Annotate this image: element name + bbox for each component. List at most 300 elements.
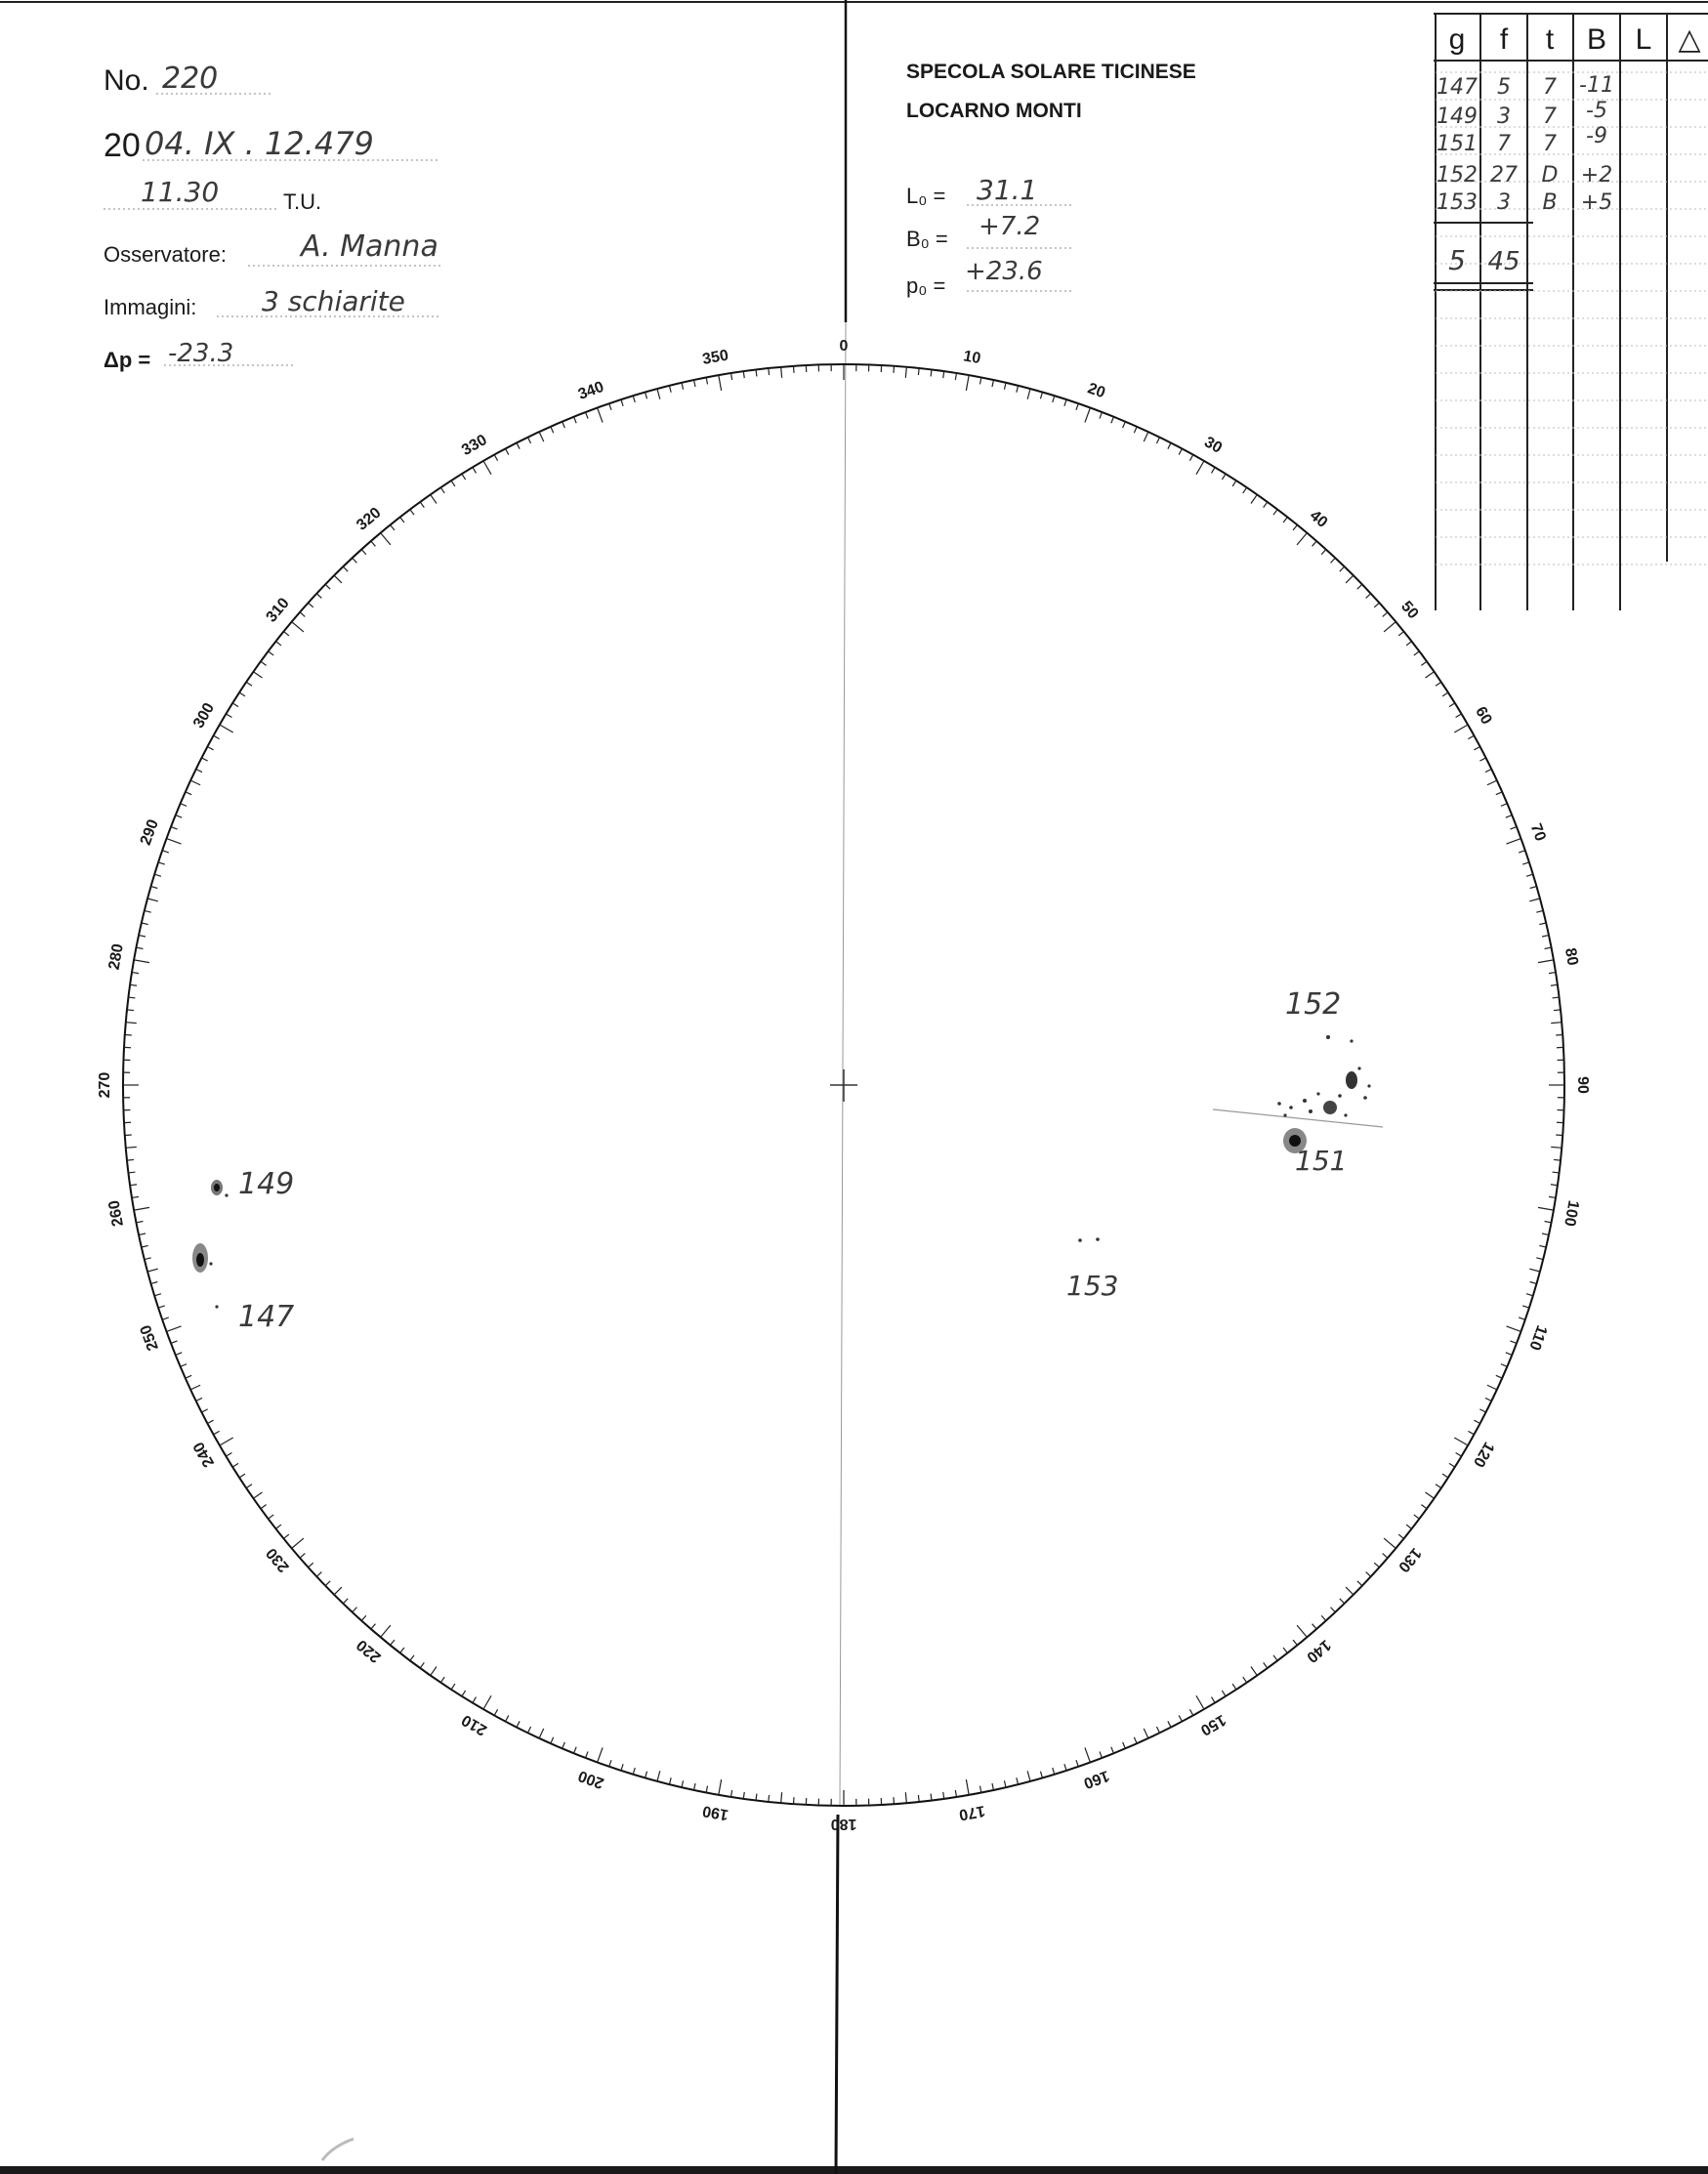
cell-t-153: B	[1542, 190, 1558, 215]
degree-tick	[145, 1258, 151, 1260]
degree-tick	[1545, 1221, 1552, 1222]
degree-tick	[1538, 1207, 1554, 1210]
degree-tick	[1398, 632, 1403, 636]
degree-tick	[1542, 936, 1549, 937]
degree-tick	[979, 378, 980, 385]
degree-tick	[253, 672, 262, 678]
degree-label-170: 170	[957, 1802, 986, 1823]
degree-tick	[1189, 1709, 1192, 1715]
degree-tick	[353, 558, 357, 563]
degree-tick	[391, 524, 395, 529]
degree-tick	[1085, 408, 1090, 423]
degree-tick	[1406, 642, 1412, 646]
degree-tick	[1456, 714, 1462, 718]
degree-tick	[1346, 575, 1354, 583]
pencil-smudge	[322, 2139, 354, 2160]
degree-tick	[214, 735, 220, 738]
degree-tick	[190, 780, 200, 785]
degree-label-120: 120	[1469, 1439, 1497, 1470]
degree-tick	[431, 494, 437, 503]
degree-tick	[1312, 541, 1317, 546]
degree-tick	[239, 1474, 245, 1478]
degree-label-280: 280	[105, 942, 127, 972]
degree-tick	[1273, 510, 1277, 516]
degree-tick	[609, 403, 611, 410]
degree-tick	[1442, 1474, 1448, 1478]
degree-tick	[669, 386, 671, 393]
degree-tick	[1004, 1780, 1006, 1787]
degree-tick	[1027, 389, 1030, 399]
degree-tick	[283, 1534, 288, 1538]
degree-tick	[196, 1398, 202, 1401]
degree-tick	[1331, 1608, 1336, 1612]
degree-tick	[226, 714, 231, 718]
degree-tick	[420, 1662, 424, 1668]
degree-tick	[1283, 1648, 1287, 1653]
degree-tick	[440, 1677, 444, 1683]
sunspot-group-153	[1078, 1237, 1100, 1242]
spot-152-d	[1289, 1106, 1293, 1109]
degree-tick	[905, 367, 906, 378]
spot-152-b	[1323, 1101, 1337, 1114]
degree-tick	[943, 371, 944, 378]
degree-tick	[1539, 1245, 1546, 1247]
degree-tick	[253, 1492, 262, 1498]
degree-tick	[1293, 524, 1297, 529]
degree-tick	[1487, 780, 1497, 785]
degree-tick	[1331, 558, 1336, 563]
degree-tick	[1156, 438, 1159, 443]
header-L: L	[1635, 23, 1652, 56]
degree-tick	[719, 375, 722, 391]
degree-tick	[1549, 1196, 1556, 1197]
south-axis-line	[836, 1815, 838, 2174]
degree-tick	[239, 692, 245, 696]
degree-tick	[162, 851, 169, 853]
p0-label: p₀ =	[906, 273, 946, 298]
degree-tick	[207, 747, 213, 750]
spot-152-o	[1283, 1113, 1286, 1116]
degree-tick	[196, 769, 202, 772]
cell-t-147: 7	[1543, 75, 1557, 100]
degree-tick	[1421, 1505, 1427, 1509]
degree-tick	[682, 1780, 684, 1787]
degree-label-300: 300	[190, 700, 219, 732]
center-meridian	[840, 322, 846, 1807]
degree-tick	[130, 984, 137, 985]
degree-tick	[1487, 1385, 1497, 1390]
spot-152-i	[1344, 1113, 1347, 1116]
degree-tick	[1529, 899, 1540, 901]
degree-label-90: 90	[1573, 1076, 1591, 1094]
degree-tick	[473, 1697, 477, 1703]
degree-tick	[527, 438, 530, 443]
spot-152-h	[1338, 1094, 1342, 1098]
degree-tick	[1414, 1515, 1420, 1519]
degree-tick	[1506, 839, 1521, 844]
degree-tick	[1554, 1159, 1561, 1160]
spot-149-umbra	[214, 1184, 220, 1192]
degree-label-40: 40	[1306, 507, 1331, 531]
degree-tick	[316, 594, 321, 599]
degree-tick	[1551, 1023, 1562, 1024]
degree-tick	[1542, 1233, 1549, 1234]
spot-149-b	[225, 1193, 228, 1196]
spot-152-a	[1346, 1071, 1357, 1089]
degree-tick	[1156, 1727, 1159, 1733]
degree-tick	[201, 1409, 207, 1412]
degree-tick	[769, 1795, 770, 1802]
cell-B-149: -5	[1586, 99, 1607, 123]
degree-tick	[1485, 769, 1491, 772]
degree-tick	[781, 1792, 782, 1803]
degree-tick	[162, 1317, 169, 1319]
spot-153-a	[1078, 1238, 1082, 1242]
degree-tick	[992, 1783, 993, 1790]
degree-tick	[129, 997, 136, 998]
cell-g-149: 149	[1437, 105, 1478, 129]
degree-tick	[621, 1764, 623, 1771]
spot-152-l	[1357, 1066, 1360, 1069]
observatory-name-line1: SPECOLA SOLARE TICINESE	[906, 61, 1196, 83]
degree-tick	[1222, 1691, 1226, 1696]
degree-tick	[1293, 1640, 1297, 1645]
degree-tick	[517, 1721, 520, 1727]
degree-tick	[1529, 1269, 1540, 1272]
degree-tick	[1366, 594, 1371, 599]
degree-tick	[1551, 1147, 1562, 1148]
degree-tick	[300, 1554, 305, 1559]
degree-tick	[598, 1747, 603, 1762]
degree-tick	[1346, 1587, 1354, 1595]
cell-f-149: 3	[1497, 105, 1511, 129]
observer-label: Osservatore:	[104, 242, 227, 267]
degree-tick	[361, 550, 366, 555]
degree-tick	[669, 1777, 671, 1784]
degree-tick	[1283, 517, 1287, 523]
degree-tick	[431, 1667, 437, 1676]
degree-tick	[539, 1729, 544, 1738]
degree-tick	[1251, 1667, 1257, 1676]
degree-tick	[309, 603, 313, 607]
degree-tick	[527, 1727, 530, 1733]
degree-tick	[1384, 1538, 1396, 1548]
degree-tick	[1040, 1772, 1042, 1778]
degree-tick	[1549, 973, 1556, 974]
cell-f-153: 3	[1497, 190, 1511, 215]
degree-tick	[139, 936, 146, 937]
cell-g-152: 152	[1437, 163, 1478, 188]
degree-tick	[343, 566, 348, 571]
degree-tick	[1144, 1729, 1148, 1738]
degree-tick	[400, 517, 404, 523]
spot-152-n	[1350, 1039, 1353, 1042]
degree-tick	[494, 1709, 497, 1715]
degree-label-20: 20	[1085, 380, 1107, 402]
degree-label-110: 110	[1525, 1322, 1551, 1353]
degree-tick	[1536, 1258, 1543, 1260]
degree-tick	[1064, 399, 1066, 406]
degree-label-130: 130	[1395, 1544, 1425, 1575]
images-value: 3 schiarite	[262, 285, 405, 317]
degree-tick	[966, 375, 969, 391]
group-label-147: 147	[238, 1300, 295, 1334]
degree-tick	[1357, 1581, 1362, 1586]
degree-label-290: 290	[137, 816, 162, 848]
degree-tick	[1053, 396, 1055, 402]
degree-tick	[1522, 862, 1529, 864]
degree-tick	[743, 1792, 744, 1799]
degree-tick	[353, 1608, 357, 1612]
degree-tick	[1506, 1326, 1521, 1331]
degree-tick	[1211, 1697, 1215, 1703]
total-groups: 5	[1448, 244, 1466, 276]
delta-p-value: -23.3	[168, 339, 234, 368]
degree-tick	[1506, 815, 1512, 818]
degree-tick	[147, 899, 158, 901]
degree-tick	[586, 1751, 589, 1758]
degree-tick	[167, 839, 182, 844]
degree-tick	[292, 622, 304, 632]
degree-tick	[1436, 1484, 1441, 1488]
degree-label-10: 10	[962, 348, 982, 368]
degree-tick	[1123, 422, 1126, 428]
degree-tick	[1530, 1281, 1537, 1283]
degree-tick	[139, 1233, 146, 1234]
degree-label-240: 240	[190, 1439, 219, 1470]
degree-tick	[171, 1341, 178, 1344]
spot-152-k	[1367, 1084, 1370, 1087]
degree-tick	[451, 481, 455, 486]
degree-tick	[381, 1625, 391, 1637]
degree-tick	[181, 804, 187, 807]
degree-tick	[137, 947, 144, 948]
degree-tick	[1454, 1438, 1468, 1445]
degree-tick	[1251, 494, 1257, 503]
degree-tick	[1232, 481, 1236, 486]
degree-tick	[743, 371, 744, 378]
degree-tick	[694, 380, 695, 387]
cell-B-151: -9	[1586, 124, 1607, 148]
degree-tick	[158, 1306, 165, 1308]
observatory-header	[906, 61, 1196, 122]
degree-tick	[1383, 1554, 1388, 1559]
degree-label-340: 340	[575, 378, 606, 403]
degree-label-150: 150	[1197, 1710, 1229, 1738]
degree-tick	[1053, 1768, 1055, 1775]
degree-tick	[261, 1505, 267, 1509]
degree-tick	[1551, 1185, 1558, 1186]
degree-tick	[142, 1245, 148, 1247]
degree-tick	[1064, 1764, 1066, 1771]
degree-label-320: 320	[354, 504, 385, 534]
time-unit: T.U.	[283, 189, 322, 214]
degree-tick	[574, 417, 577, 423]
degree-tick	[657, 389, 660, 399]
degree-tick	[633, 396, 635, 402]
degree-tick	[325, 584, 330, 589]
degree-tick	[1526, 874, 1533, 876]
sunspot-group-152	[1213, 1035, 1383, 1127]
degree-tick	[562, 422, 565, 428]
degree-tick	[1519, 851, 1525, 853]
spot-147-umbra	[196, 1253, 204, 1267]
degree-tick	[186, 1375, 191, 1378]
degree-tick	[1426, 1492, 1435, 1498]
cell-t-152: D	[1541, 163, 1559, 188]
spot-152-j	[1363, 1096, 1367, 1100]
degree-tick	[1501, 804, 1507, 807]
degree-tick	[154, 874, 161, 876]
degree-tick	[462, 474, 466, 480]
degree-label-70: 70	[1526, 821, 1549, 844]
degree-tick	[1496, 1375, 1502, 1378]
cell-f-147: 5	[1497, 75, 1511, 100]
degree-tick	[137, 1221, 144, 1222]
degree-tick	[1436, 682, 1441, 686]
degree-tick	[130, 1185, 137, 1186]
degree-tick	[1264, 1662, 1268, 1668]
degree-tick	[756, 370, 757, 377]
degree-tick	[551, 1737, 554, 1743]
degree-tick	[1321, 1615, 1326, 1620]
degree-label-160: 160	[1081, 1767, 1112, 1792]
degree-tick	[955, 1790, 956, 1797]
degree-label-270: 270	[97, 1071, 114, 1099]
degree-tick	[145, 910, 151, 912]
p0-value: +23.6	[965, 257, 1043, 286]
group-152-axis-line	[1213, 1109, 1383, 1127]
degree-tick	[269, 651, 274, 655]
degree-label-220: 220	[354, 1636, 385, 1666]
number-value: 220	[162, 62, 219, 96]
degree-tick	[462, 1691, 466, 1696]
degree-tick	[410, 1655, 414, 1661]
degree-tick	[1196, 461, 1204, 475]
degree-tick	[1357, 584, 1362, 589]
degree-tick	[451, 1684, 455, 1690]
degree-label-0: 0	[839, 338, 849, 355]
degree-tick	[1100, 1751, 1103, 1758]
degree-tick	[440, 487, 444, 493]
delta-p-label: Δp =	[104, 348, 151, 372]
degree-tick	[1474, 747, 1479, 750]
degree-label-250: 250	[137, 1322, 162, 1354]
degree-tick	[1526, 1294, 1533, 1296]
degree-tick	[1474, 1420, 1479, 1423]
degree-tick	[1040, 393, 1042, 399]
sunspot-group-147	[192, 1243, 219, 1309]
degree-tick	[1179, 448, 1182, 454]
degree-tick	[905, 1792, 906, 1803]
cell-t-149: 7	[1543, 105, 1557, 129]
degree-tick	[1222, 474, 1226, 480]
degree-tick	[1479, 758, 1485, 761]
degree-tick	[214, 1431, 220, 1434]
degree-tick	[400, 1648, 404, 1653]
degree-tick	[1545, 947, 1552, 948]
degree-tick	[598, 408, 603, 423]
degree-tick	[1496, 792, 1502, 795]
degree-tick	[154, 1294, 161, 1296]
degree-tick	[1449, 703, 1455, 707]
degree-tick	[1384, 622, 1396, 632]
degree-tick	[127, 1159, 134, 1160]
degree-tick	[1297, 533, 1307, 545]
degree-tick	[494, 455, 497, 461]
table-body	[1437, 73, 1614, 276]
degree-tick	[325, 1581, 330, 1586]
degree-tick	[1442, 692, 1448, 696]
degree-tick	[483, 1695, 491, 1709]
header-B: B	[1586, 23, 1607, 56]
degree-tick	[1366, 1572, 1371, 1577]
degree-tick	[1506, 1353, 1512, 1356]
degree-tick	[147, 1269, 158, 1272]
bottom-border	[0, 2166, 1708, 2174]
degree-tick	[1468, 1431, 1474, 1434]
degree-label-260: 260	[105, 1198, 127, 1228]
degree-tick	[1076, 403, 1078, 410]
degree-tick	[1196, 1695, 1204, 1709]
degree-label-350: 350	[701, 347, 730, 368]
cell-f-151: 7	[1497, 132, 1511, 156]
degree-label-330: 330	[459, 432, 490, 460]
degree-tick	[1553, 997, 1560, 998]
degree-tick	[483, 461, 491, 475]
degree-tick	[309, 1563, 313, 1568]
cell-g-151: 151	[1437, 132, 1478, 156]
degree-tick	[361, 1615, 366, 1620]
groups-table	[1434, 14, 1708, 610]
degree-tick	[1340, 566, 1345, 571]
degree-tick	[918, 368, 919, 375]
degree-tick	[220, 1438, 233, 1445]
degree-tick	[246, 1484, 252, 1488]
degree-tick	[1017, 386, 1019, 393]
header-delta: △	[1678, 23, 1701, 56]
degree-tick	[1426, 672, 1435, 678]
degree-tick	[132, 973, 139, 974]
degree-tick	[1168, 1721, 1171, 1727]
degree-tick	[955, 373, 956, 380]
degree-tick	[731, 373, 732, 380]
degree-tick	[190, 1385, 200, 1390]
spot-152-m	[1326, 1035, 1330, 1039]
degree-tick	[1501, 1364, 1507, 1367]
degree-tick	[1111, 1747, 1114, 1753]
degree-tick	[1449, 1463, 1455, 1467]
degree-tick	[1414, 651, 1420, 655]
cell-B-147: -11	[1579, 73, 1614, 98]
degree-tick	[176, 815, 182, 818]
degree-tick	[1468, 735, 1474, 738]
degree-tick	[232, 703, 238, 707]
degree-tick	[283, 632, 288, 636]
sunspot-group-149	[211, 1180, 229, 1197]
degree-tick	[706, 378, 707, 385]
degree-tick	[1383, 612, 1388, 617]
degree-tick	[151, 1281, 158, 1283]
spot-152-e	[1303, 1099, 1307, 1103]
degree-tick	[1510, 1341, 1517, 1344]
cell-B-153: +5	[1580, 190, 1613, 215]
degree-tick	[1123, 1742, 1126, 1748]
degree-tick	[226, 1452, 231, 1456]
degree-label-230: 230	[263, 1544, 293, 1575]
degree-tick	[966, 1779, 969, 1795]
degree-tick	[1168, 442, 1171, 448]
